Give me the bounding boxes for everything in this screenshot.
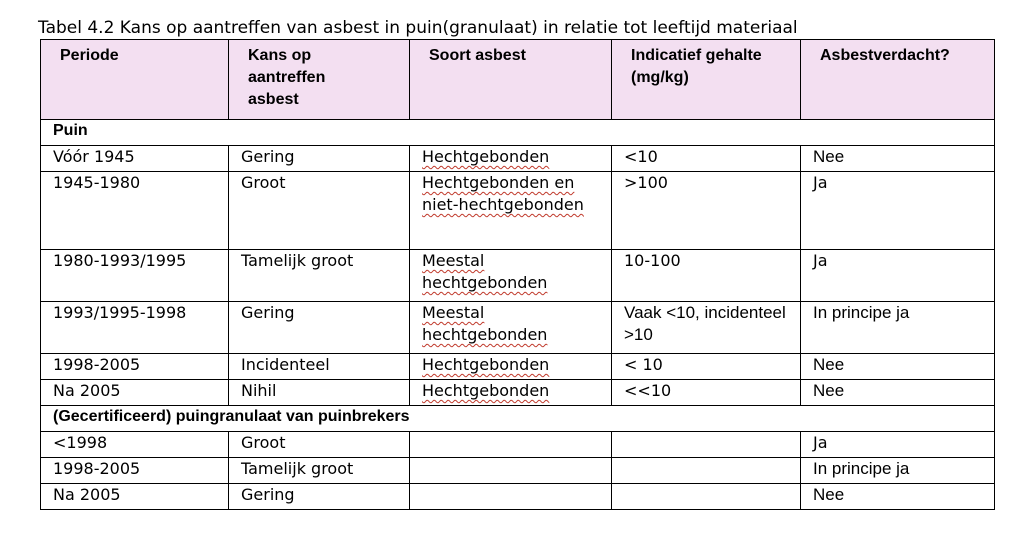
cell-periode: 1998-2005 <box>41 458 229 484</box>
cell-periode: 1998-2005 <box>41 354 229 380</box>
cell-gehalte <box>612 432 801 458</box>
table-row <box>41 380 995 406</box>
soort-text: Hechtgebonden <box>422 355 550 374</box>
cell-gehalte: <10 <box>612 146 801 172</box>
header-row <box>41 40 995 120</box>
table-row <box>41 302 995 354</box>
cell-verdacht: Ja <box>801 432 995 458</box>
soort-text: Hechtgebonden <box>422 381 550 400</box>
cell-gehalte: <<10 <box>612 380 801 406</box>
table-row <box>41 458 995 484</box>
cell-kans: Tamelijk groot <box>229 250 410 302</box>
section-row <box>41 120 995 146</box>
cell-verdacht: In principe ja <box>801 302 995 354</box>
cell-gehalte: >100 <box>612 172 801 250</box>
header-verdacht: Asbestverdacht? <box>801 40 995 120</box>
asbestos-table <box>40 39 995 510</box>
cell-kans: Incidenteel <box>229 354 410 380</box>
cell-periode: Na 2005 <box>41 484 229 510</box>
cell-soort <box>410 380 612 406</box>
cell-periode: 1980-1993/1995 <box>41 250 229 302</box>
header-kans: Kans op aantreffen asbest <box>229 40 410 120</box>
cell-verdacht: In principe ja <box>801 458 995 484</box>
section-row <box>41 406 995 432</box>
soort-text: Meestal hechtgebonden <box>422 303 548 344</box>
section-title-puin: Puin <box>41 120 995 146</box>
cell-kans: Gering <box>229 484 410 510</box>
cell-kans: Nihil <box>229 380 410 406</box>
cell-periode: Na 2005 <box>41 380 229 406</box>
table-row <box>41 432 995 458</box>
cell-kans: Gering <box>229 302 410 354</box>
soort-text: Meestal hechtgebonden <box>422 251 548 292</box>
cell-gehalte: Vaak <10, incidenteel >10 <box>612 302 801 354</box>
table-row <box>41 172 995 250</box>
cell-kans: Gering <box>229 146 410 172</box>
cell-kans: Groot <box>229 432 410 458</box>
cell-verdacht: Ja <box>801 250 995 302</box>
header-periode: Periode <box>41 40 229 120</box>
cell-verdacht: Nee <box>801 146 995 172</box>
cell-gehalte <box>612 458 801 484</box>
cell-periode: 1993/1995-1998 <box>41 302 229 354</box>
table-caption: Tabel 4.2 Kans op aantreffen van asbest in puin(granulaat) in relatie tot leeftijd materiaal <box>38 18 798 38</box>
cell-soort <box>410 484 612 510</box>
table-row <box>41 484 995 510</box>
cell-verdacht: Nee <box>801 354 995 380</box>
cell-soort <box>410 146 612 172</box>
cell-gehalte: 10-100 <box>612 250 801 302</box>
cell-soort <box>410 172 612 250</box>
cell-verdacht: Nee <box>801 484 995 510</box>
cell-soort <box>410 432 612 458</box>
table-row <box>41 250 995 302</box>
cell-soort <box>410 302 612 354</box>
cell-gehalte: < 10 <box>612 354 801 380</box>
cell-kans: Groot <box>229 172 410 250</box>
cell-verdacht: Ja <box>801 172 995 250</box>
header-gehalte: Indicatief gehalte (mg/kg) <box>612 40 801 120</box>
table-row <box>41 354 995 380</box>
cell-periode: <1998 <box>41 432 229 458</box>
soort-text: Hechtgebonden <box>422 147 550 166</box>
cell-kans: Tamelijk groot <box>229 458 410 484</box>
table-row <box>41 146 995 172</box>
cell-periode: 1945-1980 <box>41 172 229 250</box>
section-title-granulaat: (Gecertificeerd) puingranulaat van puinbrekers <box>41 406 995 432</box>
cell-soort <box>410 354 612 380</box>
cell-soort <box>410 458 612 484</box>
cell-soort <box>410 250 612 302</box>
cell-periode: Vóór 1945 <box>41 146 229 172</box>
cell-verdacht: Nee <box>801 380 995 406</box>
header-soort: Soort asbest <box>410 40 612 120</box>
cell-gehalte <box>612 484 801 510</box>
soort-text: Hechtgebonden en niet-hechtgebonden <box>422 173 584 214</box>
